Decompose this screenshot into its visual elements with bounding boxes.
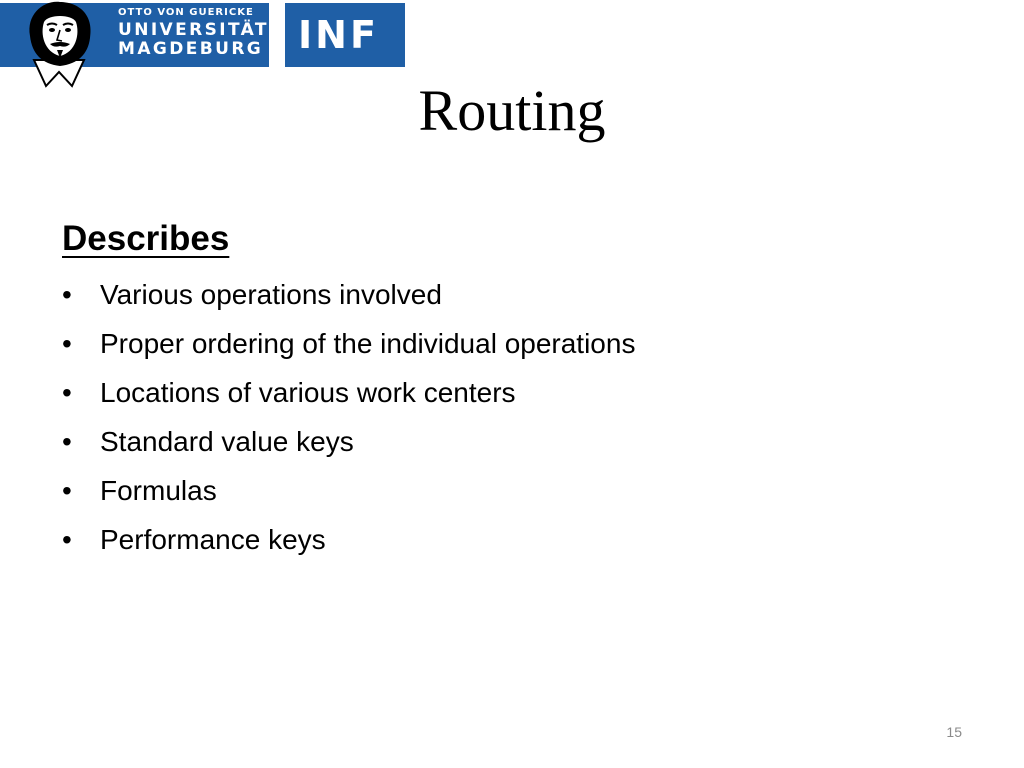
bullet-item xyxy=(62,515,962,564)
bullet-dot: • xyxy=(62,475,72,506)
section-heading: Describes xyxy=(62,219,230,258)
bullet-text: Formulas xyxy=(100,475,217,506)
bullet-text: Performance keys xyxy=(100,524,326,555)
bullet-list xyxy=(62,270,962,564)
slide-body xyxy=(62,216,962,564)
university-wordmark xyxy=(118,8,269,60)
bullet-text: Various operations involved xyxy=(100,279,442,310)
bullet-text: Locations of various work centers xyxy=(100,377,516,408)
university-line-2: UNIVERSITÄT xyxy=(118,20,269,40)
otto-von-guericke-portrait-icon xyxy=(14,0,104,88)
university-logo xyxy=(0,0,269,69)
bullet-item xyxy=(62,319,962,368)
page-number: 15 xyxy=(946,724,962,740)
university-line-3: MAGDEBURG xyxy=(118,39,264,59)
bullet-item xyxy=(62,368,962,417)
slide-title: Routing xyxy=(418,78,606,143)
bullet-dot: • xyxy=(62,524,72,555)
bullet-item xyxy=(62,270,962,319)
university-line-1: OTTO VON GUERICKE xyxy=(118,7,254,18)
bullet-text: Standard value keys xyxy=(100,426,354,457)
bullet-dot: • xyxy=(62,279,72,310)
faculty-logo-text: INF xyxy=(298,13,379,57)
bullet-item xyxy=(62,466,962,515)
bullet-dot: • xyxy=(62,328,72,359)
bullet-item xyxy=(62,417,962,466)
bullet-dot: • xyxy=(62,426,72,457)
faculty-logo xyxy=(285,3,405,67)
bullet-text: Proper ordering of the individual operations xyxy=(100,328,636,359)
bullet-dot: • xyxy=(62,377,72,408)
